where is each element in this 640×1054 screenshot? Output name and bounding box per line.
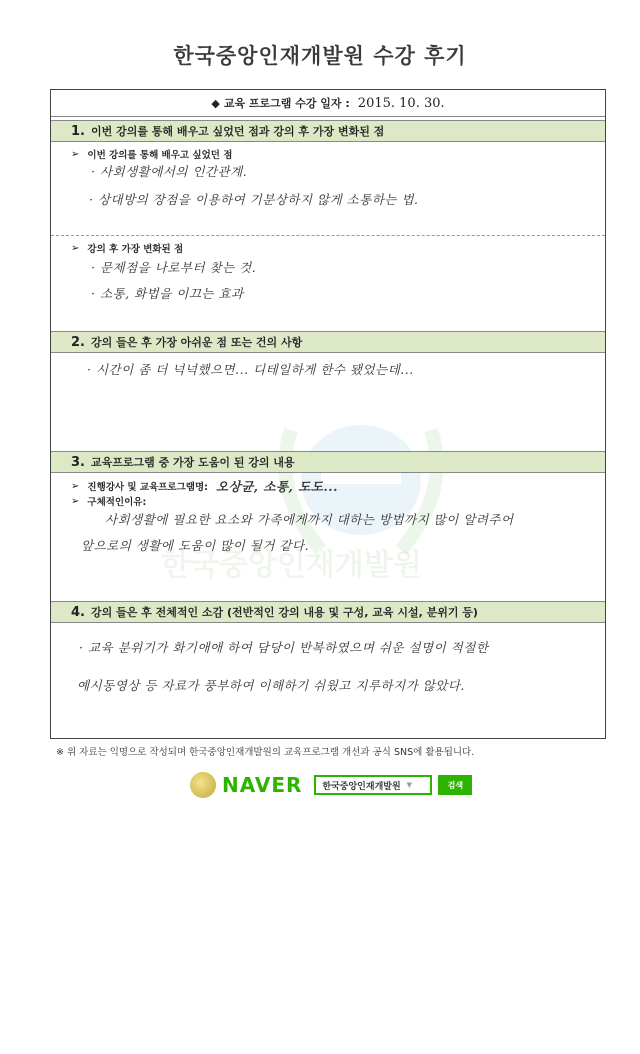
section-1-answer-2-line-1: · 문제점을 나로부터 찾는 것. <box>91 260 257 275</box>
section-2-title: 강의 들은 후 가장 아쉬운 점 또는 건의 사항 <box>90 336 303 349</box>
section-1-divider <box>51 235 605 236</box>
arrow-bullet-icon: ➢ <box>71 148 80 160</box>
section-4-answer-line-2: 예시동영상 등 자료가 풍부하여 이해하기 쉬웠고 지루하지가 않았다. <box>77 678 465 693</box>
section-3-sub-1 <box>71 477 338 495</box>
date-value: 2015. 10. 30. <box>357 95 445 111</box>
section-1-sub-1 <box>71 147 232 161</box>
section-3-sub-2 <box>71 494 146 508</box>
section-4-answer-line-1: · 교육 분위기가 화기애애 하여 담당이 반복하였으며 쉬운 설명이 적절한 <box>79 640 489 655</box>
naver-logo: NAVER <box>222 773 303 797</box>
naver-search-button: 검색 <box>438 775 472 795</box>
naver-search-banner <box>190 770 472 800</box>
section-4-header <box>51 601 605 623</box>
page-title: 한국중앙인재개발원 수강 후기 <box>173 44 467 68</box>
naver-mascot-icon <box>190 772 216 798</box>
section-1-answer-2-line-2: · 소통, 화법을 이끄는 효과 <box>91 286 244 301</box>
section-1-sub-1-label: 이번 강의를 통해 배우고 싶었던 점 <box>87 150 233 161</box>
section-1-number: 1. <box>71 123 85 139</box>
naver-search-value: 한국중앙인재개발원 <box>322 781 401 792</box>
footnote: ※ 위 자료는 익명으로 작성되며 한국중앙인재개발원의 교육프로그램 개선과 공식 SNS에 활용됩니다. <box>56 747 475 758</box>
date-row <box>51 90 605 117</box>
section-3-sub-2-label: 구체적인이유: <box>87 497 147 508</box>
section-1-answer-1-line-2: · 상대방의 장점을 이용하여 기분상하지 않게 소통하는 법. <box>89 192 419 207</box>
chevron-down-icon: ▼ <box>406 781 413 789</box>
section-1-title: 이번 강의를 통해 배우고 싶었던 점과 강의 후 가장 변화된 점 <box>90 125 385 138</box>
arrow-bullet-icon: ➢ <box>71 480 80 492</box>
section-3-number: 3. <box>71 454 85 470</box>
section-1-answer-1-line-1: · 사회생활에서의 인간관계. <box>91 164 248 179</box>
section-3-instructor-value: 오상균, 소통, 도도... <box>215 479 338 494</box>
arrow-bullet-icon: ➢ <box>71 495 80 507</box>
section-4-title: 강의 들은 후 전체적인 소감 (전반적인 강의 내용 및 구성, 교육 시설, 분위기 등) <box>90 606 478 619</box>
section-1-sub-2 <box>71 241 183 255</box>
section-3-title: 교육프로그램 중 가장 도움이 된 강의 내용 <box>90 456 295 469</box>
diamond-bullet-icon: ◆ <box>211 96 220 110</box>
date-label: 교육 프로그램 수강 일자 : <box>223 97 350 110</box>
section-3-sub-1-label: 진행강사 및 교육프로그램명: <box>87 482 208 493</box>
section-2-number: 2. <box>71 334 85 350</box>
section-3-answer-line-2: 앞으로의 생활에 도움이 많이 될거 같다. <box>81 538 310 553</box>
watermark-text: 한국중앙인재개발원 <box>161 548 422 583</box>
arrow-bullet-icon: ➢ <box>71 242 80 254</box>
section-2-header <box>51 331 605 353</box>
section-3-answer-line-1: 사회생활에 필요한 요소와 가족에게까지 대하는 방법까지 많이 알려주어 <box>105 512 514 527</box>
section-2-answer-line-1: · 시간이 좀 더 넉넉했으면... 디테일하게 한수 됐었는데... <box>87 362 414 377</box>
naver-search-input <box>314 775 432 795</box>
review-form <box>50 89 606 739</box>
section-1-header <box>51 120 605 142</box>
section-1-sub-2-label: 강의 후 가장 변화된 점 <box>87 244 184 255</box>
section-3-header <box>51 451 605 473</box>
section-4-number: 4. <box>71 604 85 620</box>
